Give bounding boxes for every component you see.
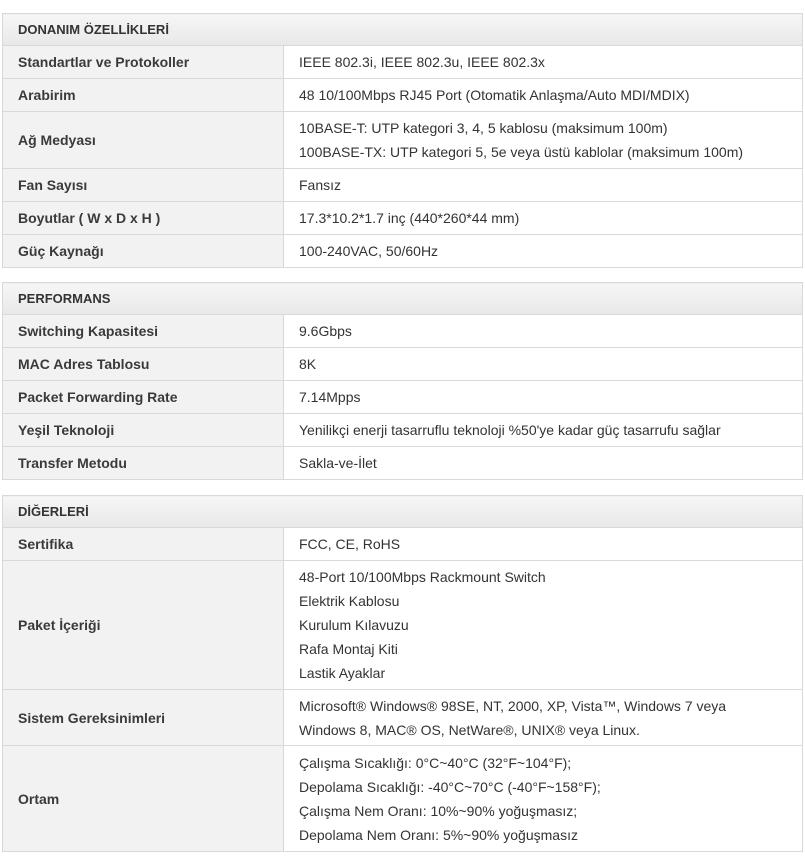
- table-row: [3, 528, 803, 561]
- value-line: Depolama Nem Oranı: 5%~90% yoğuşmasız: [299, 826, 578, 843]
- row-value: [284, 690, 803, 746]
- value-line: Windows 8, MAC® OS, NetWare®, UNIX® veya Linux.: [299, 721, 640, 738]
- spec-table-donanim: [2, 13, 803, 268]
- value-line: Rafa Montaj Kiti: [299, 641, 398, 657]
- row-label: Sertifika: [3, 528, 284, 561]
- row-label: Ağ Medyası: [3, 112, 284, 169]
- table-row: [3, 79, 803, 112]
- table-row: [3, 315, 803, 348]
- value-line: Lastik Ayaklar: [299, 665, 386, 681]
- spec-table-performans: [2, 282, 803, 480]
- value-line: Elektrik Kablosu: [299, 593, 400, 609]
- row-value: [284, 746, 803, 852]
- section-header: [3, 14, 803, 46]
- value-line: FCC, CE, RoHS: [299, 536, 401, 552]
- table-row: [3, 46, 803, 79]
- table-row: [3, 561, 803, 690]
- value-line: 100-240VAC, 50/60Hz: [299, 243, 439, 259]
- row-label: Arabirim: [3, 79, 284, 112]
- row-label: Boyutlar ( W x D x H ): [3, 202, 284, 235]
- row-value: [284, 46, 803, 79]
- row-value: [284, 112, 803, 169]
- table-row: [3, 348, 803, 381]
- section-title: PERFORMANS: [3, 283, 803, 315]
- table-row: [3, 746, 803, 852]
- section-title: DONANIM ÖZELLİKLERİ: [3, 14, 803, 46]
- row-label: Packet Forwarding Rate: [3, 381, 284, 414]
- row-value: [284, 447, 803, 480]
- row-value: [284, 202, 803, 235]
- row-value: [284, 381, 803, 414]
- value-line: Fansız: [299, 177, 342, 193]
- table-row: [3, 414, 803, 447]
- row-label: Fan Sayısı: [3, 169, 284, 202]
- row-label: Paket İçeriği: [3, 561, 284, 690]
- row-label: Transfer Metodu: [3, 447, 284, 480]
- row-label: Standartlar ve Protokoller: [3, 46, 284, 79]
- row-label: Switching Kapasitesi: [3, 315, 284, 348]
- value-line: 9.6Gbps: [299, 323, 352, 339]
- row-value: [284, 528, 803, 561]
- row-label: Güç Kaynağı: [3, 235, 284, 268]
- row-value: [284, 414, 803, 447]
- row-value: [284, 235, 803, 268]
- value-line: 100BASE-TX: UTP kategori 5, 5e veya üstü kablolar (maksimum 100m): [299, 144, 744, 160]
- value-line: Kurulum Kılavuzu: [299, 617, 409, 633]
- value-line: Yenilikçi enerji tasarruflu teknoloji %50'ye kadar güç tasarrufu sağlar: [299, 422, 721, 438]
- row-label: MAC Adres Tablosu: [3, 348, 284, 381]
- table-row: [3, 690, 803, 746]
- row-value: [284, 169, 803, 202]
- value-line: Çalışma Sıcaklığı: 0°C~40°C (32°F~104°F);: [299, 754, 572, 771]
- value-line: 8K: [299, 356, 317, 372]
- row-value: [284, 348, 803, 381]
- value-line: Sakla-ve-İlet: [299, 455, 377, 471]
- value-line: 17.3*10.2*1.7 inç (440*260*44 mm): [299, 210, 520, 226]
- spec-table-digerleri: [2, 495, 803, 852]
- value-line: Depolama Sıcaklığı: -40°C~70°C (-40°F~158°F);: [299, 778, 601, 795]
- row-label: Sistem Gereksinimleri: [3, 690, 284, 746]
- section-header: [3, 496, 803, 528]
- table-row: [3, 202, 803, 235]
- value-line: 48-Port 10/100Mbps Rackmount Switch: [299, 569, 546, 585]
- table-row: [3, 447, 803, 480]
- value-line: IEEE 802.3i, IEEE 802.3u, IEEE 802.3x: [299, 54, 545, 70]
- value-line: 7.14Mpps: [299, 389, 361, 405]
- row-value: [284, 561, 803, 690]
- value-line: 48 10/100Mbps RJ45 Port (Otomatik Anlaşma/Auto MDI/MDIX): [299, 87, 690, 103]
- section-title: DİĞERLERİ: [3, 496, 803, 528]
- row-label: Ortam: [3, 746, 284, 852]
- row-label: Yeşil Teknoloji: [3, 414, 284, 447]
- table-row: [3, 381, 803, 414]
- value-line: Çalışma Nem Oranı: 10%~90% yoğuşmasız;: [299, 802, 578, 819]
- row-value: [284, 315, 803, 348]
- section-header: [3, 283, 803, 315]
- row-value: [284, 79, 803, 112]
- table-row: [3, 235, 803, 268]
- table-row: [3, 112, 803, 169]
- value-line: Microsoft® Windows® 98SE, NT, 2000, XP, Vista™, Windows 7 veya: [299, 697, 727, 714]
- table-row: [3, 169, 803, 202]
- value-line: 10BASE-T: UTP kategori 3, 4, 5 kablosu (maksimum 100m): [299, 120, 668, 136]
